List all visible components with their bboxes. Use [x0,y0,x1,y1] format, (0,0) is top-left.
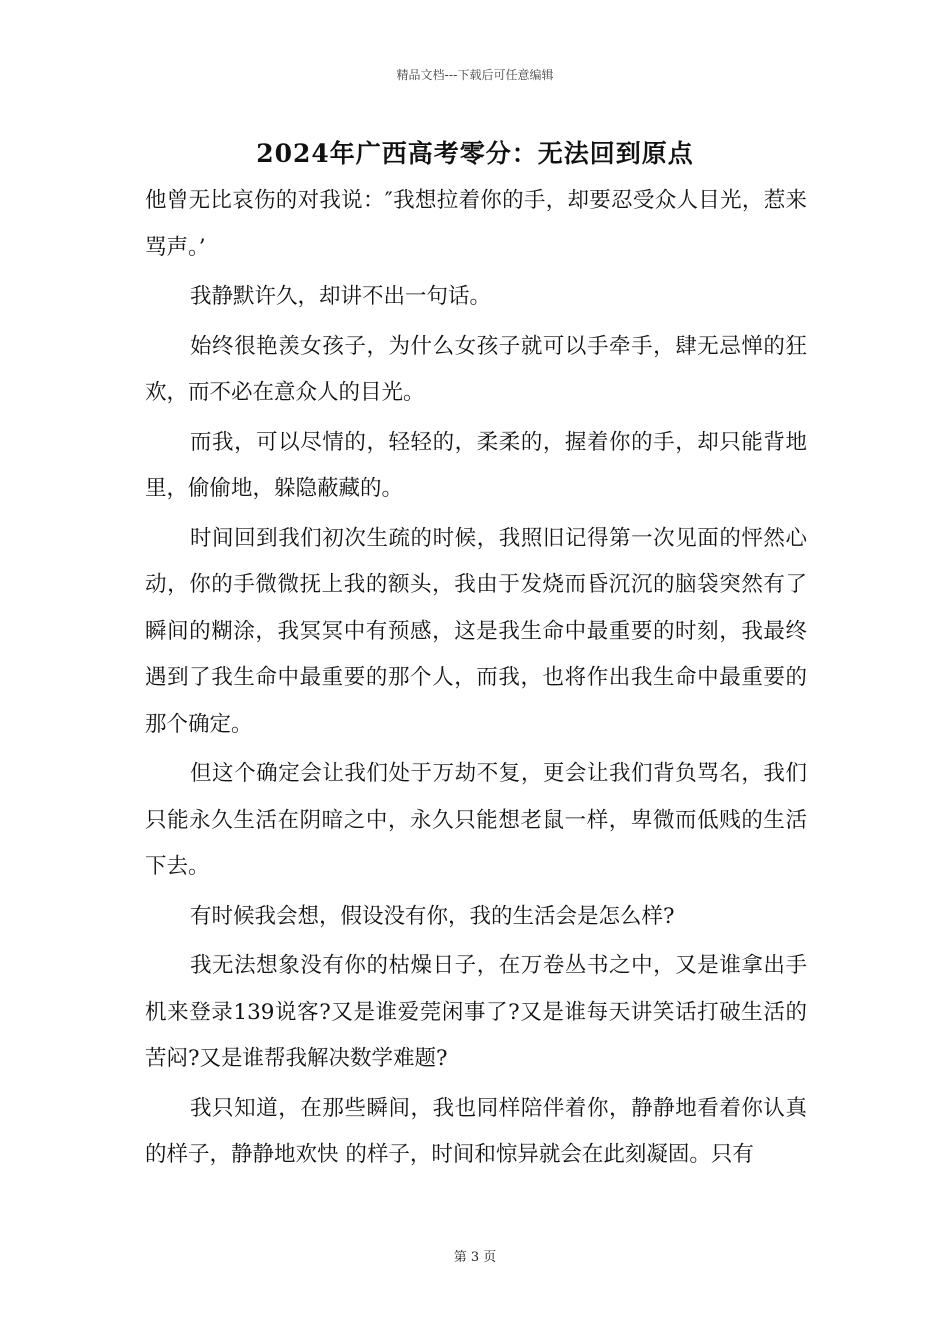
document-body [145,178,807,1182]
page-number: 第 3 页 [453,1250,497,1265]
paragraph-4: 而我，可以尽情的，轻轻的，柔柔的，握着你的手，却只能背地里，偷偷地，躲隐蔽藏的。 [145,429,807,501]
paragraph-6: 但这个确定会让我们处于万劫不复，更会让我们背负骂名，我们只能永久生活在阴暗之中，永久只能想老鼠一样，卑微而低贱的生活下去。 [145,761,807,879]
paragraph-9: 我只知道，在那些瞬间，我也同样陪伴着你，静静地看着你认真的样子，静静地欢快 的样子，时间和惊异就会在此刻凝固。只有 [145,1095,807,1167]
paragraph-2: 我静默许久，却讲不出一句话。 [190,284,492,309]
paragraph-1: 他曾无比哀伤的对我说：″我想拉着你的手，却要忍受众人目光，惹来骂声。’ [145,188,807,260]
page-header: 精品文档---下载后可任意编辑 [396,68,554,82]
paragraph-3: 始终很艳羡女孩子，为什么女孩子就可以手牵手，肆无忌惮的狂欢，而不必在意众人的目光。 [145,333,807,405]
paragraph-8: 我无法想象没有你的枯燥日子，在万卷丛书之中，又是谁拿出手机来登录139说客?又是谁爱莞闲事了?又是谁每天讲笑话打破生活的苦闷?又是谁帮我解决数学难题? [145,953,807,1071]
paragraph-7: 有时候我会想，假设没有你，我的生活会是怎么样? [190,903,675,929]
document-title: 2024年广西高考零分：无法回到原点 [256,139,694,168]
paragraph-5: 时间回到我们初次生疏的时候，我照旧记得第一次见面的怦然心动，你的手微微抚上我的额头，我由于发烧而昏沉沉的脑袋突然有了瞬间的糊涂，我冥冥中有预感，这是我生命中最重要的时刻，我最终遇到了我生命中最重要的那个人，而我，也将作出我生命中最重要的那个确定。 [145,525,807,737]
